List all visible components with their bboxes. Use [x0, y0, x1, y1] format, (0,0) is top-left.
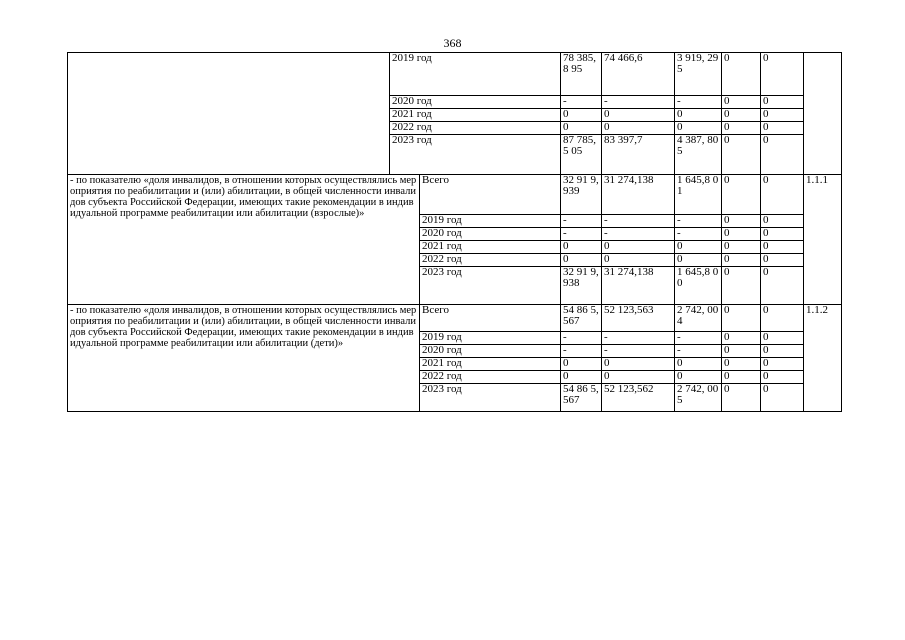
regional-cell: -	[675, 332, 722, 345]
local-cell: 0	[722, 332, 761, 345]
period-cell: 2021 год	[390, 109, 561, 122]
federal-cell: 52 123,562	[602, 384, 675, 412]
regional-cell: 1 645,8 00	[675, 267, 722, 305]
local-cell: 0	[722, 241, 761, 254]
other-cell: 0	[761, 358, 804, 371]
federal-cell: 0	[602, 109, 675, 122]
other-cell: 0	[761, 332, 804, 345]
table-row	[68, 305, 842, 332]
federal-cell: -	[602, 215, 675, 228]
local-cell: 0	[722, 305, 761, 332]
total-cell: -	[561, 215, 602, 228]
indicator-description-adults: - по показателю «доля инвалидов, в отношении которых осуществлялись мероприятия по реабилитации и (или) абилитации, в общей численности инвалидов субъекта Российской Федерации, имеющих такие рекомендации в индивидуальной программе реабилитации или абилитации (взрослые)»	[68, 175, 420, 305]
period-cell: 2021 год	[420, 241, 561, 254]
federal-cell: 31 274,138	[602, 267, 675, 305]
regional-cell: -	[675, 345, 722, 358]
regional-cell: 0	[675, 371, 722, 384]
regional-cell: 0	[675, 241, 722, 254]
federal-cell: 0	[602, 358, 675, 371]
regional-cell: 1 645,8 01	[675, 175, 722, 215]
empty-code-cell	[804, 53, 842, 175]
federal-cell: 74 466,6	[602, 53, 675, 96]
total-cell: 0	[561, 241, 602, 254]
total-cell: 0	[561, 122, 602, 135]
other-cell: 0	[761, 345, 804, 358]
period-cell: 2019 год	[420, 215, 561, 228]
period-cell: 2019 год	[390, 53, 561, 96]
other-cell: 0	[761, 228, 804, 241]
period-cell: Всего	[420, 175, 561, 215]
total-cell: 0	[561, 254, 602, 267]
regional-cell: 4 387, 805	[675, 135, 722, 175]
regional-cell: -	[675, 96, 722, 109]
total-cell: -	[561, 345, 602, 358]
local-cell: 0	[722, 384, 761, 412]
other-cell: 0	[761, 267, 804, 305]
local-cell: 0	[722, 254, 761, 267]
other-cell: 0	[761, 371, 804, 384]
other-cell: 0	[761, 109, 804, 122]
table-row	[68, 53, 842, 96]
period-cell: 2022 год	[390, 122, 561, 135]
other-cell: 0	[761, 175, 804, 215]
other-cell: 0	[761, 122, 804, 135]
other-cell: 0	[761, 384, 804, 412]
local-cell: 0	[722, 109, 761, 122]
other-cell: 0	[761, 135, 804, 175]
local-cell: 0	[722, 53, 761, 96]
regional-cell: 0	[675, 254, 722, 267]
period-cell: 2022 год	[420, 254, 561, 267]
local-cell: 0	[722, 345, 761, 358]
local-cell: 0	[722, 358, 761, 371]
table-row	[68, 175, 842, 215]
federal-cell: 83 397,7	[602, 135, 675, 175]
regional-cell: -	[675, 215, 722, 228]
period-cell: 2020 год	[390, 96, 561, 109]
period-cell: 2022 год	[420, 371, 561, 384]
total-cell: 54 86 5,567	[561, 384, 602, 412]
local-cell: 0	[722, 215, 761, 228]
regional-cell: -	[675, 228, 722, 241]
local-cell: 0	[722, 371, 761, 384]
period-cell: 2023 год	[420, 267, 561, 305]
federal-cell: 0	[602, 371, 675, 384]
measure-code-cell: 1.1.2	[804, 305, 842, 412]
total-cell: 87 785,5 05	[561, 135, 602, 175]
regional-cell: 2 742, 004	[675, 305, 722, 332]
regional-cell: 0	[675, 358, 722, 371]
other-cell: 0	[761, 254, 804, 267]
local-cell: 0	[722, 135, 761, 175]
period-cell: 2023 год	[420, 384, 561, 412]
total-cell: 78 385,8 95	[561, 53, 602, 96]
local-cell: 0	[722, 122, 761, 135]
federal-cell: 52 123,563	[602, 305, 675, 332]
other-cell: 0	[761, 215, 804, 228]
total-cell: 0	[561, 358, 602, 371]
budget-table	[67, 52, 842, 412]
federal-cell: -	[602, 345, 675, 358]
page-number: 368	[443, 36, 462, 50]
period-cell: 2020 год	[420, 345, 561, 358]
regional-cell: 3 919, 295	[675, 53, 722, 96]
local-cell: 0	[722, 96, 761, 109]
federal-cell: 0	[602, 241, 675, 254]
local-cell: 0	[722, 175, 761, 215]
other-cell: 0	[761, 53, 804, 96]
total-cell: 0	[561, 109, 602, 122]
empty-description-cell	[68, 53, 390, 175]
period-cell: 2019 год	[420, 332, 561, 345]
total-cell: 54 86 5,567	[561, 305, 602, 332]
period-cell: Всего	[420, 305, 561, 332]
total-cell: 32 91 9,939	[561, 175, 602, 215]
regional-cell: 0	[675, 109, 722, 122]
other-cell: 0	[761, 241, 804, 254]
federal-cell: 31 274,138	[602, 175, 675, 215]
federal-cell: 0	[602, 254, 675, 267]
regional-cell: 2 742, 005	[675, 384, 722, 412]
indicator-description-children: - по показателю «доля инвалидов, в отношении которых осуществлялись мероприятия по реабилитации и (или) абилитации, в общей численности инвалидов субъекта Российской Федерации, имеющих такие рекомендации в индивидуальной программе реабилитации или абилитации (дети)»	[68, 305, 420, 412]
period-cell: 2023 год	[390, 135, 561, 175]
total-cell: 0	[561, 371, 602, 384]
federal-cell: -	[602, 332, 675, 345]
federal-cell: -	[602, 228, 675, 241]
total-cell: -	[561, 228, 602, 241]
total-cell: -	[561, 332, 602, 345]
total-cell: 32 91 9,938	[561, 267, 602, 305]
period-cell: 2021 год	[420, 358, 561, 371]
regional-cell: 0	[675, 122, 722, 135]
federal-cell: 0	[602, 122, 675, 135]
other-cell: 0	[761, 305, 804, 332]
period-cell: 2020 год	[420, 228, 561, 241]
other-cell: 0	[761, 96, 804, 109]
total-cell: -	[561, 96, 602, 109]
local-cell: 0	[722, 228, 761, 241]
measure-code-cell: 1.1.1	[804, 175, 842, 305]
federal-cell: -	[602, 96, 675, 109]
local-cell: 0	[722, 267, 761, 305]
